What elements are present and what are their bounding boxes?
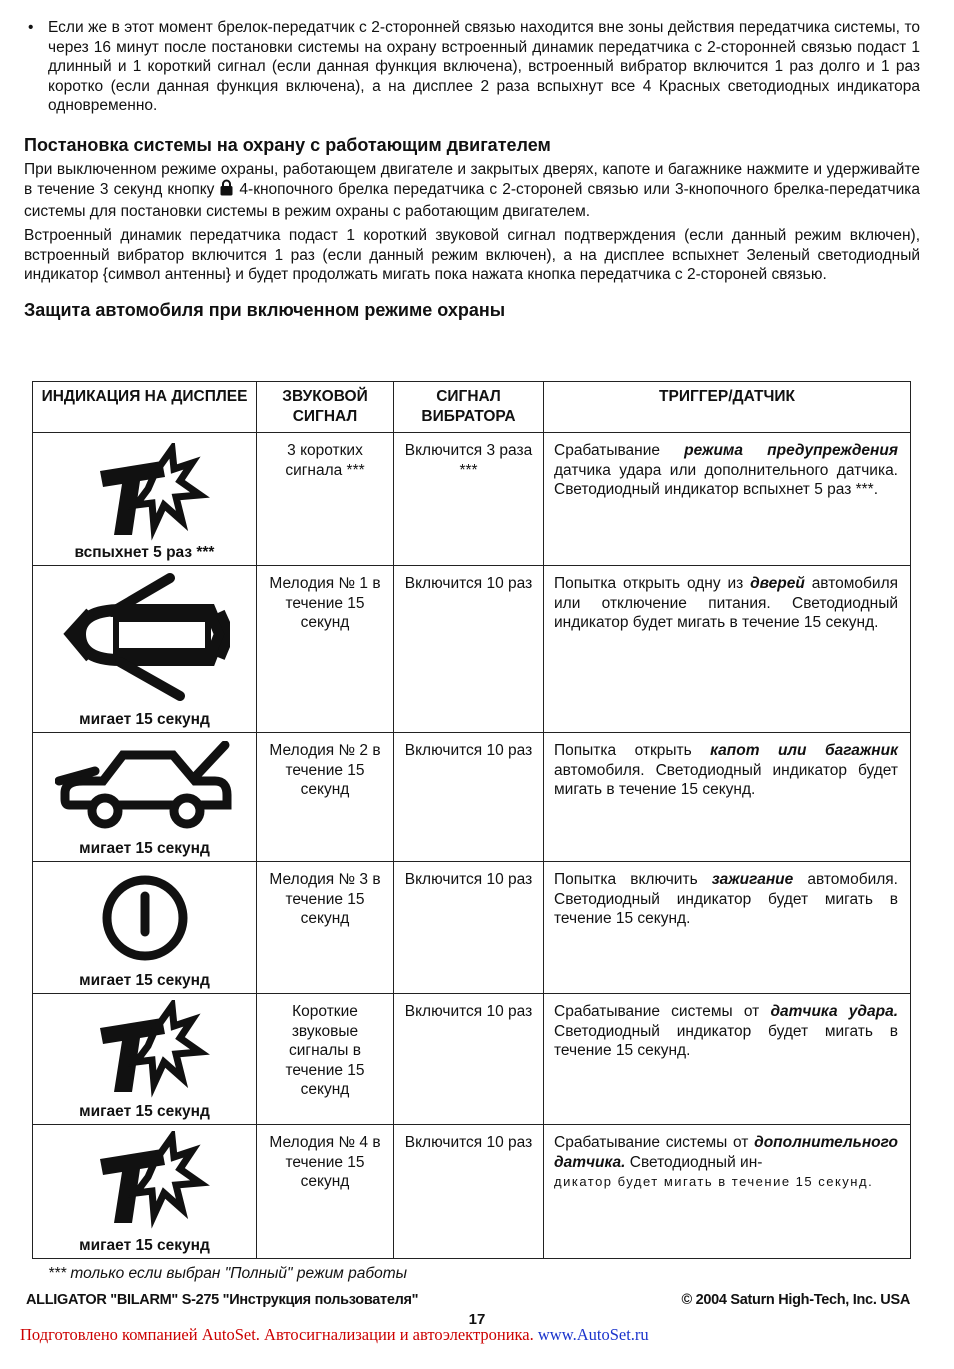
ignition-icon bbox=[95, 868, 195, 968]
page-number: 17 bbox=[468, 1311, 486, 1328]
bullet-marker: • bbox=[28, 19, 34, 36]
lock-icon bbox=[220, 179, 233, 202]
display-caption: мигает 15 секунд bbox=[79, 971, 210, 989]
vibro-cell: Включится 10 раз bbox=[394, 733, 544, 862]
credit-link[interactable]: www.AutoSet.ru bbox=[537, 1325, 649, 1344]
shock-sensor-icon bbox=[70, 1131, 220, 1231]
table-row bbox=[33, 433, 911, 566]
sound-cell: Мелодия № 4 в течение 15 секунд bbox=[257, 1125, 394, 1259]
table-header-row bbox=[33, 382, 911, 433]
table-row bbox=[33, 994, 911, 1125]
vibro-cell: Включится 10 раз bbox=[394, 566, 544, 733]
vibro-cell: Включится 10 раз bbox=[394, 862, 544, 994]
display-cell bbox=[33, 994, 257, 1125]
header-display: ИНДИКАЦИЯ НА ДИСПЛЕЕ bbox=[33, 382, 257, 433]
trigger-text-rest: автомобиля или отключение питания. Светодиодный индикатор будет мигать в течение 15 секунд. bbox=[554, 575, 899, 631]
shock-sensor-icon bbox=[70, 1000, 220, 1100]
vibro-cell: Включится 10 раз bbox=[394, 1125, 544, 1259]
footnote: *** только если выбран "Полный" режим работы bbox=[48, 1265, 408, 1282]
trigger-text-small: дикатор будет мигать в течение 15 секунд. bbox=[554, 1174, 874, 1189]
table-row bbox=[33, 862, 911, 994]
display-cell bbox=[33, 566, 257, 733]
trigger-text: Попытка открыть одну из bbox=[554, 575, 751, 592]
display-cell bbox=[33, 862, 257, 994]
trigger-text: Попытка включить bbox=[554, 871, 712, 888]
intro-paragraph bbox=[24, 18, 920, 116]
table-row bbox=[33, 733, 911, 862]
arming-paragraph-1 bbox=[24, 160, 920, 222]
trigger-text: Срабатывание bbox=[554, 442, 685, 459]
trigger-text-rest: Светодиодный ин- bbox=[625, 1153, 763, 1171]
vibro-cell: Включится 3 раза *** bbox=[394, 433, 544, 566]
sound-cell: Короткие звуковые сигналы в течение 15 секунд bbox=[257, 994, 394, 1125]
display-caption: мигает 15 секунд bbox=[79, 1102, 210, 1120]
trigger-text-rest: датчика удара или дополнительного датчика. Светодиодный индикатор вспыхнет 5 раз ***. bbox=[554, 461, 898, 498]
table-row bbox=[33, 1125, 911, 1259]
trigger-cell bbox=[544, 566, 911, 733]
trigger-cell bbox=[544, 862, 911, 994]
footer-copyright: © 2004 Saturn High-Tech, Inc. USA bbox=[681, 1292, 910, 1308]
display-cell bbox=[33, 1125, 257, 1259]
sound-cell: Мелодия № 2 в течение 15 секунд bbox=[257, 733, 394, 862]
trigger-keyword: дополнительного датчика. bbox=[554, 1134, 898, 1171]
trigger-cell bbox=[544, 994, 911, 1125]
car-hood-trunk-icon bbox=[55, 741, 235, 831]
trigger-keyword: режима предупреждения bbox=[684, 442, 898, 459]
section-title-arming-engine: Постановка системы на охрану с работающим двигателем bbox=[24, 134, 551, 155]
page-content bbox=[24, 18, 920, 321]
trigger-text: Попытка открыть bbox=[554, 742, 711, 759]
trigger-text-rest: автомобиля. Светодиодный индикатор будет мигать в течение 15 секунд. bbox=[554, 871, 898, 927]
trigger-keyword: капот или багажник bbox=[710, 742, 898, 759]
trigger-cell bbox=[544, 1125, 911, 1259]
trigger-keyword: зажигание bbox=[711, 871, 794, 888]
arming-text-after: 4-кнопочного брелка передатчика с 2-стороней связью или 3-кнопочного брелка-передатчика системы для постановки системы в режим охраны с работающим двигателем. bbox=[24, 181, 920, 220]
trigger-text-rest: Светодиодный индикатор будет мигать в течение 15 секунд. bbox=[554, 1022, 898, 1059]
display-caption: мигает 15 секунд bbox=[79, 710, 210, 728]
display-cell bbox=[33, 733, 257, 862]
table-row bbox=[33, 566, 911, 733]
trigger-text: Срабатывание системы от bbox=[554, 1003, 771, 1020]
trigger-cell bbox=[544, 733, 911, 862]
credit-text: Подготовлено компанией AutoSet. Автосигнализации и автоэлектроника. bbox=[20, 1325, 534, 1344]
shock-sensor-icon bbox=[70, 443, 220, 543]
vibro-cell: Включится 10 раз bbox=[394, 994, 544, 1125]
trigger-text-rest: автомобиля. Светодиодный индикатор будет мигать в течение 15 секунд. bbox=[554, 761, 898, 798]
display-caption: мигает 15 секунд bbox=[79, 839, 210, 857]
arming-paragraph-2: Встроенный динамик передатчика подаст 1 короткий звуковой сигнал подтверждения (если данный режим включен), встроенный вибратор включится 1 раз (если данный режим включен), а на дисплее вспыхнет Зеленый светодиодный индикатор {символ антенны} и будет продолжать мигать пока нажата кнопка передатчика с 2-стороней связью. bbox=[24, 227, 920, 283]
arming-text-before: При выключенном режиме охраны, работающем двигателе и закрытых дверях, капоте и багажнике нажмите и удерживайте в течение 3 секунд кнопку bbox=[24, 160, 920, 198]
trigger-keyword: дверей bbox=[750, 575, 805, 592]
trigger-text: Срабатывание системы от bbox=[554, 1134, 755, 1151]
car-doors-icon bbox=[60, 572, 230, 702]
credit-line bbox=[20, 1325, 649, 1345]
header-trigger: ТРИГГЕР/ДАТЧИК bbox=[544, 382, 911, 433]
alarm-indication-table bbox=[32, 381, 911, 1259]
trigger-keyword: датчика удара. bbox=[770, 1003, 898, 1020]
display-caption: мигает 15 секунд bbox=[79, 1236, 210, 1254]
section-title-protection: Защита автомобиля при включенном режиме охраны bbox=[24, 299, 506, 320]
sound-cell: Мелодия № 1 в течение 15 секунд bbox=[257, 566, 394, 733]
sound-cell: Мелодия № 3 в течение 15 секунд bbox=[257, 862, 394, 994]
sound-cell: 3 коротких сигнала *** bbox=[257, 433, 394, 566]
intro-text: Если же в этот момент брелок-передатчик с 2-сторонней связью находится вне зоны действия передатчика системы, то через 16 минут после постановки системы на охрану встроенный динамик передатчика с 2-сторонней связью подаст 1 длинный и 1 короткий сигнал (если данная функция включена), встроенный вибратор включится 1 раз долго и 1 раз коротко (если данная функция включена), а на дисплее 2 раза вспыхнут все 4 Красных светодиодных индикатора одновременно. bbox=[48, 19, 920, 114]
trigger-cell bbox=[544, 433, 911, 566]
footer-product-title: ALLIGATOR "BILARM" S-275 "Инструкция пользователя" bbox=[26, 1292, 419, 1308]
header-sound: ЗВУКОВОЙ СИГНАЛ bbox=[257, 382, 394, 433]
display-cell bbox=[33, 433, 257, 566]
display-caption: вспыхнет 5 раз *** bbox=[74, 543, 215, 561]
header-vibro: СИГНАЛ ВИБРАТОРА bbox=[394, 382, 544, 433]
